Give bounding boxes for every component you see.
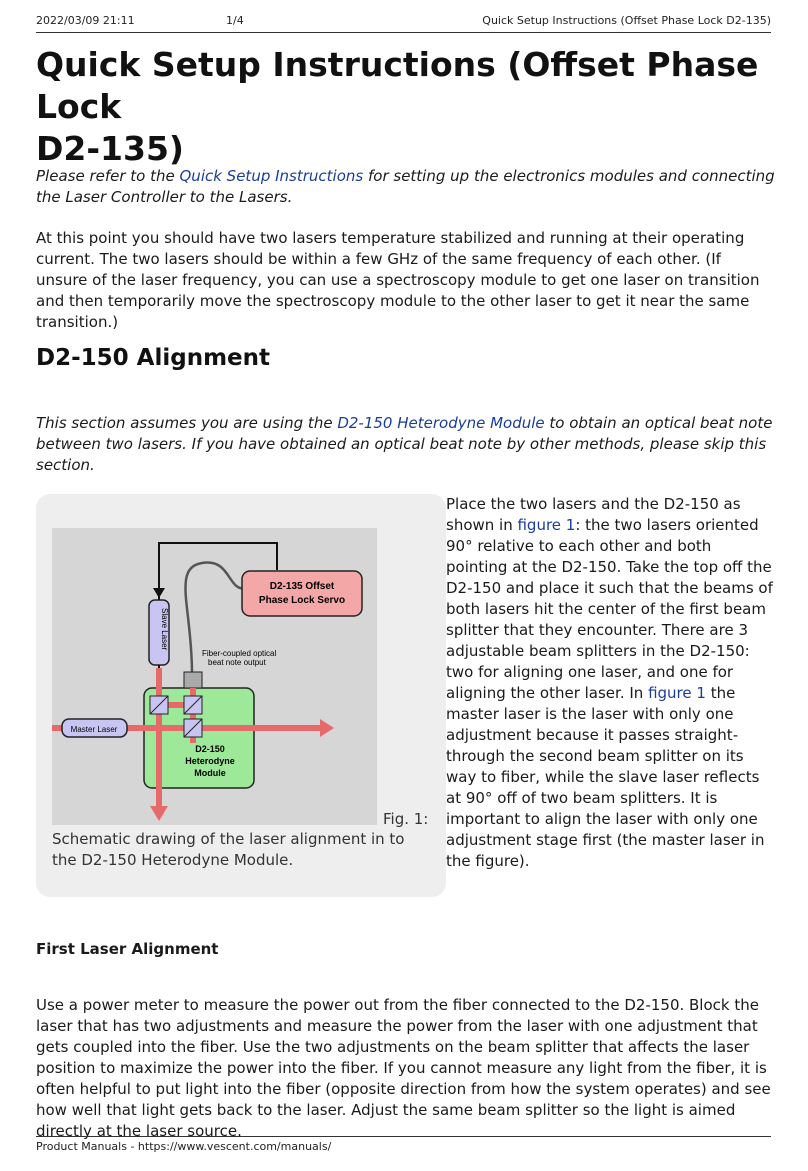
servo-label-2: Phase Lock Servo xyxy=(258,595,346,606)
intro-text-after: for setting up the electronics modules and connecting the Laser Controller to the Lasers. xyxy=(36,167,775,206)
side-text-1: Place the two lasers and the D2-150 as shown in xyxy=(446,495,741,534)
quick-setup-link[interactable]: Quick Setup Instructions xyxy=(179,167,364,185)
subsection-heading-first-laser: First Laser Alignment xyxy=(36,940,219,958)
section-intro-before: This section assumes you are using the xyxy=(36,414,338,432)
header-doc-title: Quick Setup Instructions (Offset Phase Lock D2-135) xyxy=(482,14,771,27)
alignment-side-text xyxy=(446,494,776,872)
module-label-3: Module xyxy=(194,768,226,778)
slave-laser-label: Slave Laser xyxy=(160,608,169,651)
side-text-2: : the two lasers oriented 90° relative to each other and both pointing at the D2-150. Take the top off the D2-150 and place it such that the beams of both lasers hit the center of the first beam splitter that they encounter. There are 3 adjustable beam splitters in the D2-150: two for aligning one laser, and one for aligning the other laser. In xyxy=(446,516,773,702)
lasers-paragraph: At this point you should have two lasers temperature stabilized and running at their operating current. The two lasers should be within a few GHz of the same frequency of each other. (If unsure of the laser frequency, you can use a spectroscopy module to get one laser on transition and then temporarily move the spectroscopy module to the other laser to get it near the same transition.) xyxy=(36,229,760,331)
figure-1-link[interactable]: figure 1 xyxy=(517,516,576,534)
header-date: 2022/03/09 21:11 xyxy=(36,14,135,27)
figure-1-link-2[interactable]: figure 1 xyxy=(648,684,706,702)
module-label-2: Heterodyne xyxy=(185,756,235,766)
master-laser-label: Master Laser xyxy=(70,725,118,734)
side-text-3: the master laser is the laser with only one adjustment because it passes straight-through the second beam splitter on its way to fiber, while the slave laser reflects at 90° off of two beam splitters. It is important to align the laser with only one adjustment stage first (the master laser in the figure). xyxy=(446,684,765,870)
figure-caption-label: Fig. 1: xyxy=(383,810,429,828)
alignment-schematic xyxy=(52,528,377,825)
figure-caption: Schematic drawing of the laser alignment in to the D2-150 Heterodyne Module. xyxy=(52,830,405,869)
section-intro-after: to obtain an optical beat note between two lasers. If you have obtained an optical beat note by other methods, please skip this section. xyxy=(36,414,773,474)
page-title-line-2: D2-135) xyxy=(36,129,185,168)
servo-label-1: D2-135 Offset xyxy=(269,581,335,592)
first-laser-paragraph: Use a power meter to measure the power out from the fiber connected to the D2-150. Block the laser that has two adjustments and measure the power from the laser with one adjustment that gets coupled into the fiber. Use the two adjustments on the beam splitter that affects the laser position to maximize the power into the fiber. If you cannot measure any light from the fiber, it is often helpful to put light into the fiber (opposite direction from how the system operates) and see how well that light gets back to the laser. Adjust the same beam splitter so the light is aimed directly at the laser source. xyxy=(36,996,771,1140)
page-header xyxy=(36,14,771,33)
intro-paragraph xyxy=(36,166,776,208)
section-heading-d2-150: D2-150 Alignment xyxy=(36,345,270,371)
fiber-label-1: Fiber-coupled optical xyxy=(202,649,277,658)
d2-150-module-link[interactable]: D2-150 Heterodyne Module xyxy=(337,414,545,432)
section-intro-paragraph xyxy=(36,413,776,476)
header-page-number: 1/4 xyxy=(226,14,244,27)
module-label-1: D2-150 xyxy=(195,744,225,754)
fiber-label-2: beat note output xyxy=(208,658,266,667)
page-title xyxy=(36,44,776,170)
intro-text-before: Please refer to the xyxy=(36,167,180,185)
page-footer: Product Manuals - https://www.vescent.com/manuals/ xyxy=(36,1136,771,1153)
page-title-line-1: Quick Setup Instructions (Offset Phase Lock xyxy=(36,45,759,126)
